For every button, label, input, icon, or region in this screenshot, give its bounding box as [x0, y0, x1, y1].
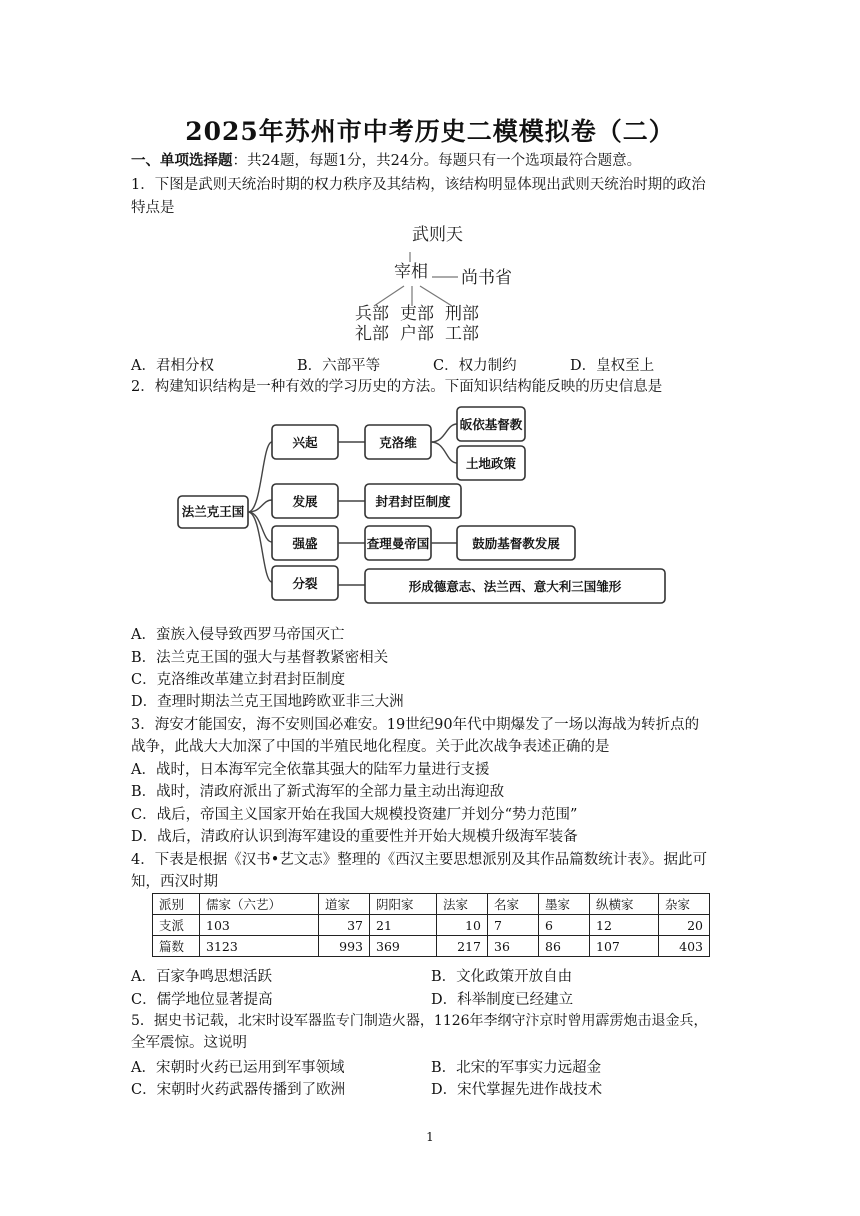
q4-stem-line1: 4．下表是根据《汉书•艺文志》整理的《西汉主要思想派别及其作品篇数统计表》。据此可: [131, 852, 708, 868]
table-header-row: [153, 894, 710, 915]
table-cell: 403: [659, 936, 710, 957]
table-cell: 37: [319, 915, 370, 936]
ministry-xing: 刑部: [445, 304, 479, 324]
page-title: 2025年苏州市中考历史二模模拟卷（二）: [185, 117, 675, 146]
q3-option-b[interactable]: B．战时，清政府派出了新式海军的全部力量主动出海迎敌: [131, 784, 505, 800]
q2-option-d[interactable]: D．查理时期法兰克王国地跨欧亚非三大洲: [131, 694, 404, 710]
q2-stem: 2．构建知识结构是一种有效的学习历史的方法。下面知识结构能反映的历史信息是: [131, 379, 663, 395]
table-row: [153, 915, 710, 936]
table-cell: 993: [319, 936, 370, 957]
option-a[interactable]: A．君相分权: [131, 358, 214, 374]
q3-option-a[interactable]: A．战时，日本海军完全依靠其强大的陆军力量进行支援: [131, 762, 490, 778]
charlemagne-label: 查理曼帝国: [366, 536, 430, 551]
ministry-li-personnel: 吏部: [400, 304, 434, 324]
table-cell: 103: [200, 915, 319, 936]
table-cell: 3123: [200, 936, 319, 957]
stage-peak: 强盛: [292, 536, 318, 551]
branch: [431, 442, 457, 463]
diagram-node-side: 尚书省: [461, 268, 512, 288]
table-cell: 支派: [153, 915, 200, 936]
q3-option-c[interactable]: C．战后，帝国主义国家开始在我国大规模投资建厂并划分“势力范围”: [131, 807, 578, 823]
q3-option-d[interactable]: D．战后，清政府认识到海军建设的重要性并开始大规模升级海军装备: [131, 829, 578, 845]
q1-stem-line2: 特点是: [131, 200, 175, 216]
ministry-hu: 户部: [400, 324, 434, 344]
option-b[interactable]: B．文化政策开放自由: [431, 969, 573, 985]
stage-develop: 发展: [292, 494, 318, 509]
option-c[interactable]: C．权力制约: [433, 358, 517, 374]
option-d[interactable]: D．皇权至上: [570, 358, 655, 374]
stage-split: 分裂: [292, 576, 318, 591]
branch: [431, 424, 457, 442]
table-header-cell: 墨家: [539, 894, 590, 915]
table-cell: 篇数: [153, 936, 200, 957]
q5-options-row2: [131, 1078, 731, 1099]
q4-options-row1: [131, 965, 731, 986]
clovis-label: 克洛维: [379, 435, 417, 450]
q2-option-a[interactable]: A．蛮族入侵导致西罗马帝国灭亡: [131, 627, 345, 643]
option-b[interactable]: B．六部平等: [297, 358, 381, 374]
option-d[interactable]: D．宋代掌握先进作战技术: [431, 1082, 603, 1098]
table-cell: 21: [370, 915, 437, 936]
table-header-cell: 法家: [437, 894, 488, 915]
table-row: [153, 936, 710, 957]
table-header-cell: 派别: [153, 894, 200, 915]
option-c[interactable]: C．宋朝时火药武器传播到了欧洲: [131, 1082, 346, 1098]
q5-stem-line2: 全军震惊。这说明: [131, 1035, 247, 1051]
q4-options-row2: [131, 988, 731, 1009]
table-header-cell: 纵横家: [590, 894, 659, 915]
q5-stem-line1: 5．据史书记载，北宋时设军器监专门制造火器，1126年李纲守汴京时曾用霹雳炮击退金兵，: [131, 1013, 708, 1029]
q3-stem-line2: 战争，此战大大加深了中国的半殖民地化程度。关于此次战争表述正确的是: [131, 739, 610, 755]
q1-stem-line1: 1．下图是武则天统治时期的权力秩序及其结构，该结构明显体现出武则天统治时期的政治: [131, 177, 706, 193]
q5-options-row1: [131, 1056, 731, 1077]
stage-rise: 兴起: [292, 435, 318, 450]
q3-stem-line1: 3．海安才能国安，海不安则国必难安。19世纪90年代中期爆发了一场以海战为转折点的: [131, 717, 700, 733]
root-label: 法兰克王国: [181, 504, 245, 519]
table-cell: 86: [539, 936, 590, 957]
split-label: 形成德意志、法兰西、意大利三国雏形: [408, 579, 622, 594]
q4-stem-line2: 知，西汉时期: [131, 874, 218, 890]
table-cell: 36: [488, 936, 539, 957]
table-cell: 20: [659, 915, 710, 936]
option-b[interactable]: B．北宋的军事实力远超金: [431, 1060, 602, 1076]
q2-option-c[interactable]: C．克洛维改革建立封君封臣制度: [131, 672, 346, 688]
option-a[interactable]: A．百家争鸣思想活跃: [131, 969, 272, 985]
table-header-cell: 儒家（六艺）: [200, 894, 319, 915]
section-instruction: ：共24题，每题1分，共24分。每题只有一个选项最符合题意。: [232, 153, 642, 169]
table-header-cell: 阴阳家: [370, 894, 437, 915]
table-cell: 6: [539, 915, 590, 936]
table-header-cell: 名家: [488, 894, 539, 915]
section-heading: 一、单项选择题: [131, 152, 233, 169]
table-cell: 217: [437, 936, 488, 957]
q2-option-b[interactable]: B．法兰克王国的强大与基督教紧密相关: [131, 650, 389, 666]
charlemagne-item: 鼓励基督教发展: [472, 536, 560, 551]
option-a[interactable]: A．宋朝时火药已运用到军事领域: [131, 1060, 345, 1076]
page-number: 1: [426, 1130, 434, 1144]
table-cell: 12: [590, 915, 659, 936]
ministry-li-rites: 礼部: [355, 324, 389, 344]
table-cell: 10: [437, 915, 488, 936]
table-header-cell: 杂家: [659, 894, 710, 915]
diagram-node-middle: 宰相: [394, 262, 428, 282]
table-cell: 107: [590, 936, 659, 957]
clovis-item-land: 土地政策: [465, 456, 517, 471]
option-d[interactable]: D．科举制度已经建立: [431, 992, 574, 1008]
clovis-item-christianity: 皈依基督教: [459, 417, 523, 432]
option-c[interactable]: C．儒学地位显著提高: [131, 992, 273, 1008]
table-cell: 369: [370, 936, 437, 957]
table-header-cell: 道家: [319, 894, 370, 915]
q4-stats-table: [152, 893, 710, 957]
develop-label: 封君封臣制度: [375, 494, 451, 509]
diagram-node-top: 武则天: [412, 225, 463, 245]
ministry-bing: 兵部: [355, 304, 389, 324]
ministry-gong: 工部: [445, 324, 479, 344]
table-cell: 7: [488, 915, 539, 936]
